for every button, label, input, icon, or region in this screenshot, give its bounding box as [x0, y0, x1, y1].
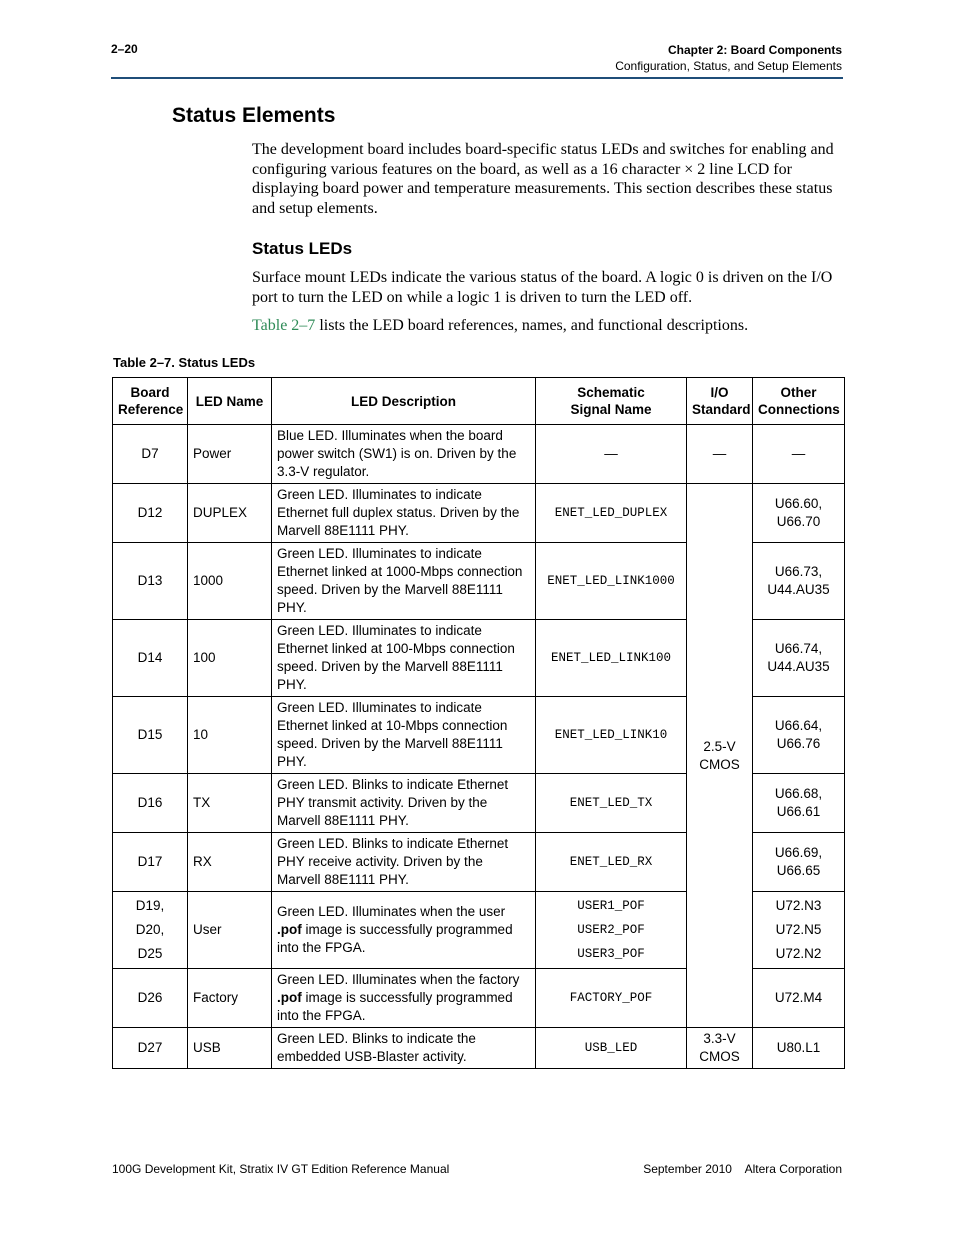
footer-date-company: September 2010 Altera Corporation	[643, 1162, 842, 1176]
table-row	[113, 484, 845, 543]
subsection-title: Status LEDs	[252, 239, 353, 258]
led-description-cell: Green LED. Illuminates when the factory .pof image is successfully programmed into the FPGA.	[272, 969, 536, 1028]
signal-name-cell: ENET_LED_LINK100	[536, 620, 687, 697]
signal-name-cell: ENET_LED_DUPLEX	[536, 484, 687, 543]
other-connections-cell: U66.74, U44.AU35	[753, 620, 845, 697]
status-leds-table	[112, 377, 845, 1069]
board-reference-cell: D13	[113, 543, 188, 620]
signal-name-cell: USER1_POF USER2_POF USER3_POF	[536, 892, 687, 969]
board-reference-cell: D27	[113, 1028, 188, 1069]
header-board-reference: Board Reference	[113, 378, 188, 425]
board-reference-cell: D15	[113, 697, 188, 774]
led-name-cell: RX	[188, 833, 272, 892]
chapter-title: Chapter 2: Board Components	[667, 43, 842, 57]
led-name-cell: Factory	[188, 969, 272, 1028]
header-rule	[111, 77, 843, 79]
signal-name-cell: FACTORY_POF	[536, 969, 687, 1028]
led-name-cell: 100	[188, 620, 272, 697]
led-description-cell: Green LED. Blinks to indicate Ethernet PHY receive activity. Driven by the Marvell 88E1111 PHY.	[272, 833, 536, 892]
signal-name-cell: ENET_LED_TX	[536, 774, 687, 833]
other-connections-cell: U80.L1	[753, 1028, 845, 1069]
led-description-cell: Green LED. Illuminates to indicate Ethernet full duplex status. Driven by the Marvell 88E1111 PHY.	[272, 484, 536, 543]
led-description-cell: Green LED. Illuminates when the user .pof image is successfully programmed into the FPGA.	[272, 892, 536, 969]
board-reference-cell: D26	[113, 969, 188, 1028]
header-led-name: LED Name	[188, 378, 272, 425]
header-led-description: LED Description	[272, 378, 536, 425]
signal-name-cell: ENET_LED_RX	[536, 833, 687, 892]
led-name-cell: User	[188, 892, 272, 969]
table-cross-reference-link[interactable]: Table 2–7	[252, 317, 316, 334]
signal-name-cell: —	[536, 425, 687, 484]
board-reference-cell: D17	[113, 833, 188, 892]
led-name-cell: DUPLEX	[188, 484, 272, 543]
other-connections-cell: U72.M4	[753, 969, 845, 1028]
footer-manual-title: 100G Development Kit, Stratix IV GT Edition Reference Manual	[112, 1162, 450, 1176]
led-description-cell: Green LED. Illuminates to indicate Ethernet linked at 1000-Mbps connection speed. Driven by the Marvell 88E1111 PHY.	[272, 543, 536, 620]
io-standard-cell: 3.3-V CMOS	[687, 1028, 753, 1069]
board-reference-cell: D19, D20, D25	[113, 892, 188, 969]
signal-name-cell: USB_LED	[536, 1028, 687, 1069]
io-standard-cell: 2.5-V CMOS	[687, 484, 753, 1028]
led-description-cell: Green LED. Illuminates to indicate Ethernet linked at 10-Mbps connection speed. Driven by the Marvell 88E1111 PHY.	[272, 697, 536, 774]
led-name-cell: TX	[188, 774, 272, 833]
other-connections-cell: —	[753, 425, 845, 484]
led-name-cell: Power	[188, 425, 272, 484]
signal-name-cell: ENET_LED_LINK10	[536, 697, 687, 774]
table-row	[113, 1028, 845, 1069]
table-reference-text: lists the LED board references, names, and functional descriptions.	[315, 317, 749, 334]
board-reference-cell: D12	[113, 484, 188, 543]
header-other-connections: Other Connections	[753, 378, 845, 425]
other-connections-cell: U66.64, U66.76	[753, 697, 845, 774]
io-standard-cell: —	[687, 425, 753, 484]
header-io-standard: I/O Standard	[687, 378, 753, 425]
led-name-cell: USB	[188, 1028, 272, 1069]
table-caption: Table 2–7. Status LEDs	[113, 355, 256, 370]
table-header-row	[113, 378, 845, 425]
led-name-cell: 1000	[188, 543, 272, 620]
running-header	[615, 42, 842, 74]
other-connections-cell: U66.69, U66.65	[753, 833, 845, 892]
table-reference-paragraph	[252, 316, 842, 336]
table-row	[113, 425, 845, 484]
intro-paragraph: The development board includes board-specific status LEDs and switches for enabling and configuring various features on the board, as well as a 16 character × 2 line LCD for displaying board power and temperature measurements. This section describes these status and setup elements.	[252, 141, 834, 217]
led-name-cell: 10	[188, 697, 272, 774]
other-connections-cell: U66.68, U66.61	[753, 774, 845, 833]
section-title: Status Elements	[172, 104, 336, 127]
page-number: 2–20	[111, 42, 138, 56]
other-connections-cell: U66.73, U44.AU35	[753, 543, 845, 620]
leds-paragraph: Surface mount LEDs indicate the various status of the board. A logic 0 is driven on the I/O port to turn the LED on while a logic 1 is driven to turn the LED off.	[252, 269, 833, 306]
section-name: Configuration, Status, and Setup Elements	[615, 59, 842, 73]
other-connections-cell: U72.N3 U72.N5 U72.N2	[753, 892, 845, 969]
led-description-cell: Blue LED. Illuminates when the board power switch (SW1) is on. Driven by the 3.3-V regulator.	[272, 425, 536, 484]
led-description-cell: Green LED. Blinks to indicate Ethernet PHY transmit activity. Driven by the Marvell 88E1111 PHY.	[272, 774, 536, 833]
header-signal-name: Schematic Signal Name	[536, 378, 687, 425]
led-description-cell: Green LED. Blinks to indicate the embedded USB-Blaster activity.	[272, 1028, 536, 1069]
signal-name-cell: ENET_LED_LINK1000	[536, 543, 687, 620]
board-reference-cell: D7	[113, 425, 188, 484]
board-reference-cell: D14	[113, 620, 188, 697]
led-description-cell: Green LED. Illuminates to indicate Ethernet linked at 100-Mbps connection speed. Driven by the Marvell 88E1111 PHY.	[272, 620, 536, 697]
other-connections-cell: U66.60, U66.70	[753, 484, 845, 543]
board-reference-cell: D16	[113, 774, 188, 833]
